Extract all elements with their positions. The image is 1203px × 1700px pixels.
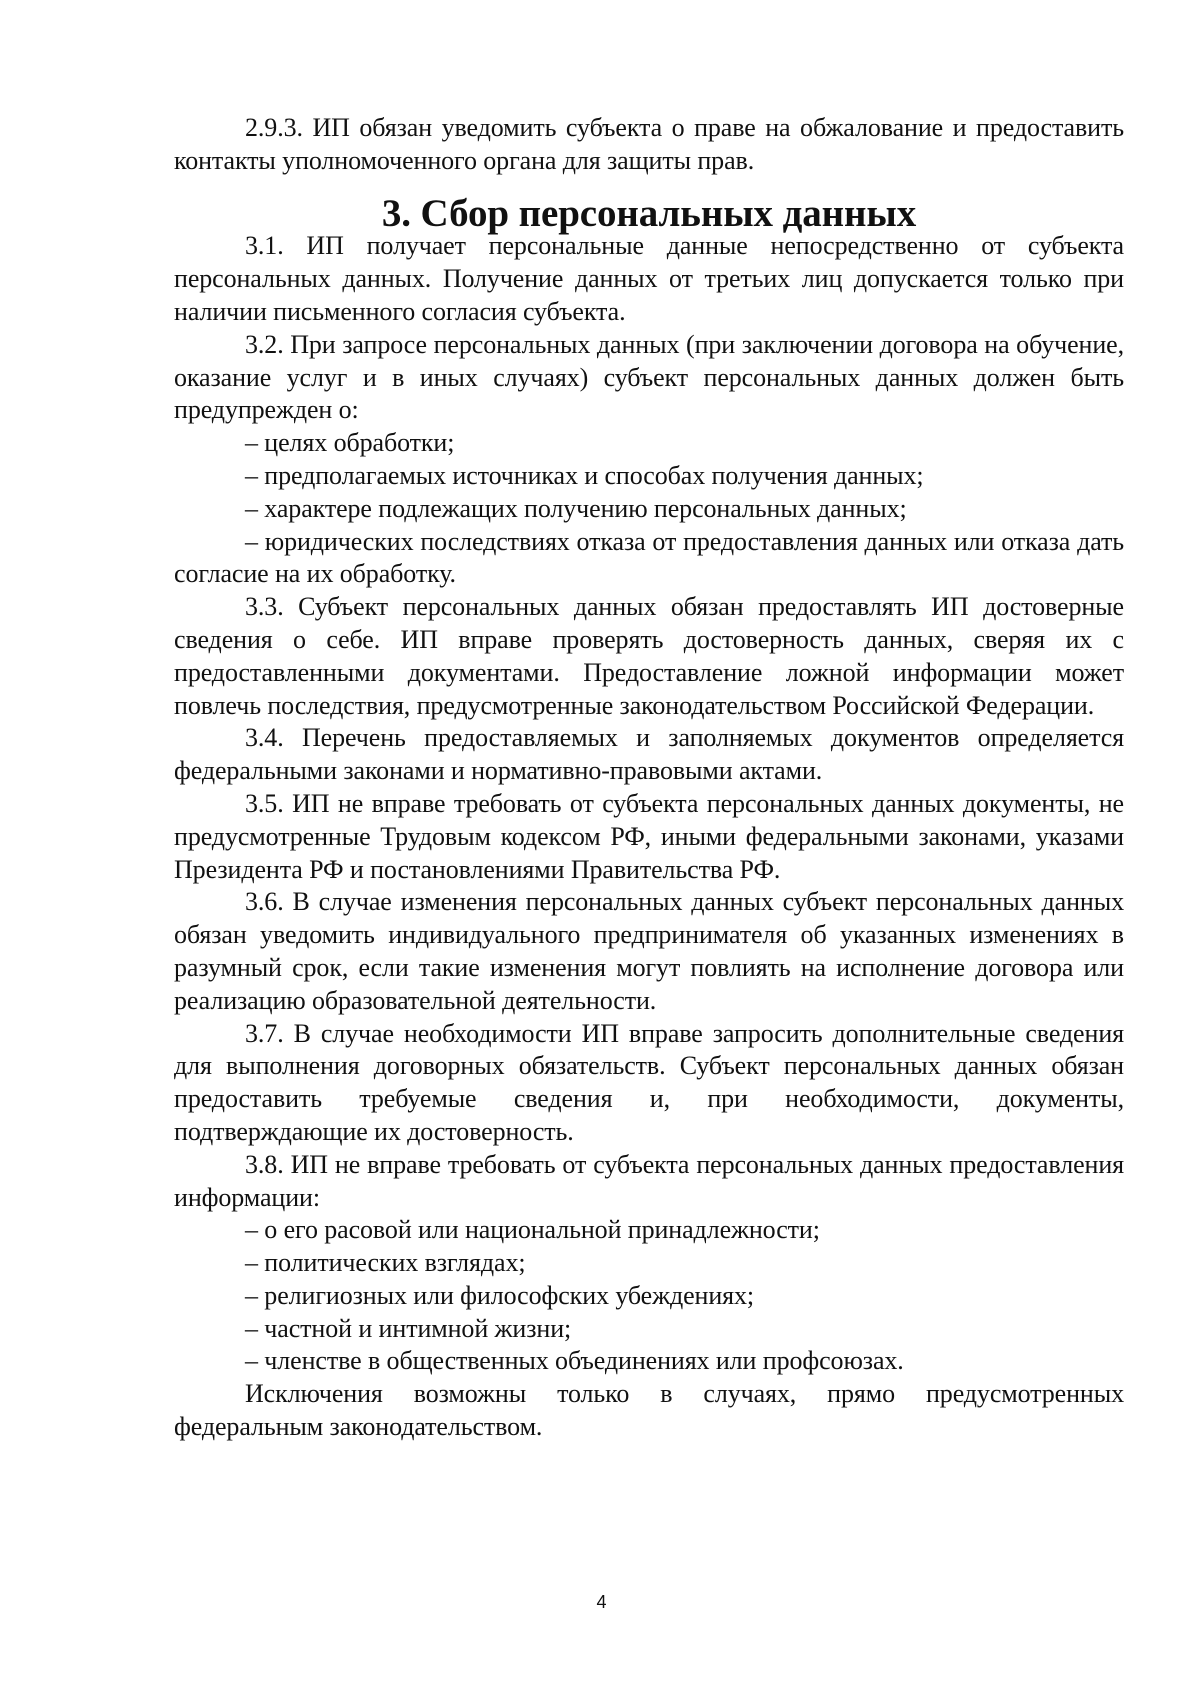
page-number: 4 xyxy=(596,1592,607,1612)
list-item: – религиозных или философских убеждениях; xyxy=(245,1280,755,1310)
paragraph-2-9-3: 2.9.3. ИП обязан уведомить субъекта о праве на обжалование и предоставить контакты уполномоченного органа для защиты прав. xyxy=(174,113,1124,175)
list-item: – целях обработки; xyxy=(245,428,455,458)
paragraph-3-6: 3.6. В случае изменения персональных данных субъект персональных данных обязан уведомить индивидуального предпринимателя об указанных изменениях в разумный срок, если такие изменения могут повлиять на исполнение договора или реализацию образовательной деятельности. xyxy=(174,887,1124,1015)
paragraph-3-1: 3.1. ИП получает персональные данные непосредственно от субъекта персональных данных. Получение данных от третьих лиц допускается только при наличии письменного согласия субъекта. xyxy=(174,231,1124,326)
list-item: – членстве в общественных объединениях или профсоюзах. xyxy=(245,1346,904,1376)
paragraph-3-2: 3.2. При запросе персональных данных (при заключении договора на обучение, оказание услуг и в иных случаях) субъект персональных данных должен быть предупрежден о: xyxy=(174,329,1124,425)
paragraph-3-3: 3.3. Субъект персональных данных обязан предоставлять ИП достоверные сведения о себе. ИП вправе проверять достоверность данных, сверяя их с предоставленными документами. Предоставление ложной информации может повлечь последствия, предусмотренные законодательством Российской Федерации. xyxy=(174,592,1124,720)
list-item: – юридических последствиях отказа от предоставления данных или отказа дать согласие на их обработку. xyxy=(174,526,1124,589)
section-title: 3. Сбор персональных данных xyxy=(381,191,917,235)
list-item: – политических взглядах; xyxy=(245,1248,526,1278)
paragraph-3-4: 3.4. Перечень предоставляемых и заполняемых документов определяется федеральными законами и нормативно-правовыми актами. xyxy=(174,723,1124,786)
list-item: – частной и интимной жизни; xyxy=(245,1313,572,1343)
paragraph-3-7: 3.7. В случае необходимости ИП вправе запросить дополнительные сведения для выполнения договорных обязательств. Субъект персональных данных обязан предоставить требуемые сведения и, при необходимости, документы, подтверждающие их достоверность. xyxy=(174,1018,1124,1146)
document-body xyxy=(174,112,1124,1444)
closing-paragraph: Исключения возможны только в случаях, прямо предусмотренных федеральным законодательством. xyxy=(174,1379,1124,1442)
paragraph-3-8: 3.8. ИП не вправе требовать от субъекта персональных данных предоставления информации: xyxy=(174,1149,1124,1212)
paragraph-3-5: 3.5. ИП не вправе требовать от субъекта персональных данных документы, не предусмотренные Трудовым кодексом РФ, иными федеральными законами, указами Президента РФ и постановлениями Правительства РФ. xyxy=(174,788,1124,884)
list-item: – о его расовой или национальной принадлежности; xyxy=(245,1215,820,1245)
list-item: – характере подлежащих получению персональных данных; xyxy=(245,493,907,523)
list-item: – предполагаемых источниках и способах получения данных; xyxy=(245,460,924,490)
